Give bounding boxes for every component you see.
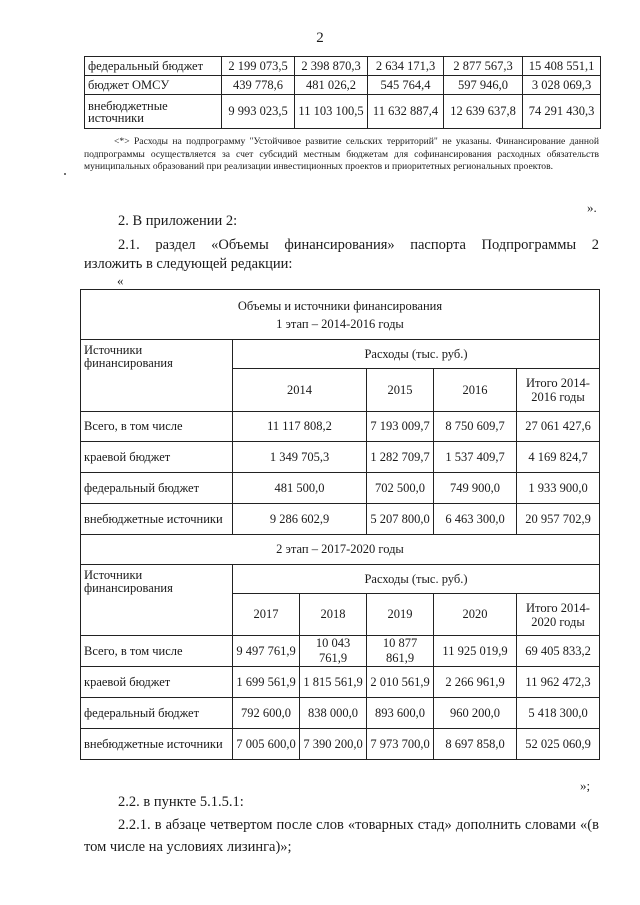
table-cell: 2 877 567,3	[444, 57, 523, 76]
table-title-line-2: 1 этап – 2014-2016 годы	[276, 316, 404, 331]
table-cell: 11 103 100,5	[295, 95, 368, 129]
table-cell: 9 993 023,5	[222, 95, 295, 129]
table-cell: 702 500,0	[367, 473, 434, 504]
row-label: Всего, в том числе	[81, 412, 233, 442]
year-header: 2016	[434, 369, 517, 412]
page-number: 2	[316, 30, 324, 46]
row-label: внебюджетные источники	[81, 504, 233, 535]
year-header: 2014	[233, 369, 367, 412]
table-cell: 15 408 551,1	[523, 57, 601, 76]
table-row	[81, 412, 600, 442]
table-cell: 7 390 200,0	[300, 729, 367, 760]
table-cell: 6 463 300,0	[434, 504, 517, 535]
table-cell: 838 000,0	[300, 698, 367, 729]
table-cell: 2 266 961,9	[434, 667, 517, 698]
row-label: федеральный бюджет	[81, 698, 233, 729]
table-cell: 2 010 561,9	[367, 667, 434, 698]
table-cell: 9 497 761,9	[233, 636, 300, 667]
row-label: внебюджетные источники	[81, 729, 233, 760]
row-label: федеральный бюджет	[81, 473, 233, 504]
table-cell: 5 207 800,0	[367, 504, 434, 535]
year-header: 2017	[233, 594, 300, 636]
table-cell: 7 973 700,0	[367, 729, 434, 760]
expenses-header: Расходы (тыс. руб.)	[233, 565, 600, 594]
sources-header: Источники финансирования	[81, 565, 233, 636]
row-label: внебюджетные источники	[85, 95, 222, 129]
row-label: Всего, в том числе	[81, 636, 233, 667]
table-header-row	[81, 340, 600, 369]
paragraph-2-2: 2.2. в пункте 5.1.5.1:	[118, 794, 244, 810]
table-row	[85, 76, 601, 95]
table-cell: 1 282 709,7	[367, 442, 434, 473]
table-row	[81, 667, 600, 698]
table-cell: 749 900,0	[434, 473, 517, 504]
table-row	[81, 473, 600, 504]
table-header-row	[81, 565, 600, 594]
table-cell: 20 957 702,9	[517, 504, 600, 535]
table-cell: 2 398 870,3	[295, 57, 368, 76]
table-cell: 69 405 833,2	[517, 636, 600, 667]
table-cell: 545 764,4	[368, 76, 444, 95]
year-header: 2018	[300, 594, 367, 636]
table-cell: 7 005 600,0	[233, 729, 300, 760]
table-cell: 3 028 069,3	[523, 76, 601, 95]
sources-header: Источники финансирования	[81, 340, 233, 412]
table-cell: 1 815 561,9	[300, 667, 367, 698]
table-row	[81, 504, 600, 535]
scan-speck	[64, 173, 66, 175]
table-cell: 12 639 637,8	[444, 95, 523, 129]
year-header: 2015	[367, 369, 434, 412]
stage-2-title: 2 этап – 2017-2020 годы	[81, 535, 600, 565]
table-row	[81, 698, 600, 729]
table-cell: 11 117 808,2	[233, 412, 367, 442]
table-cell: 1 349 705,3	[233, 442, 367, 473]
table-cell: 439 778,6	[222, 76, 295, 95]
table-cell: 7 193 009,7	[367, 412, 434, 442]
year-header: 2020	[434, 594, 517, 636]
table-cell: 1 699 561,9	[233, 667, 300, 698]
row-label: бюджет ОМСУ	[85, 76, 222, 95]
table-cell: 11 632 887,4	[368, 95, 444, 129]
row-label: краевой бюджет	[81, 442, 233, 473]
table-cell: 792 600,0	[233, 698, 300, 729]
row-label: федеральный бюджет	[85, 57, 222, 76]
table-cell: 74 291 430,3	[523, 95, 601, 129]
table-cell: 9 286 602,9	[233, 504, 367, 535]
closing-quote: »;	[580, 778, 591, 793]
expenses-header: Расходы (тыс. руб.)	[233, 340, 600, 369]
table-cell: 2 199 073,5	[222, 57, 295, 76]
paragraph-2-1: 2.1. раздел «Объемы финансирования» паспорта Подпрограммы 2	[118, 237, 599, 253]
paragraph-2-1-continued: изложить в следующей редакции:	[84, 256, 293, 272]
table-row	[81, 442, 600, 473]
table-title-line-1: Объемы и источники финансирования	[237, 298, 443, 313]
table-row	[81, 729, 600, 760]
table-title-row	[81, 290, 600, 340]
table-cell: 11 925 019,9	[434, 636, 517, 667]
table-cell: 10 043 761,9	[300, 636, 367, 667]
table-cell: 1 933 900,0	[517, 473, 600, 504]
table-cell: 8 697 858,0	[434, 729, 517, 760]
paragraph-appendix-2: 2. В приложении 2:	[118, 213, 238, 229]
footnote: <*> Расходы на подпрограмму "Устойчивое развитие сельских территорий" не указаны. Финансирование данной подпрограммы осуществляется за счет субсидий местным бюджетам для софинансирования расходных обязательств муниципальных образований при реализации инвестиционных проектов и приоритетных региональных проектов.	[84, 136, 599, 172]
table-cell: 597 946,0	[444, 76, 523, 95]
closing-quote: ».	[587, 200, 597, 215]
table-row	[81, 636, 600, 667]
financing-table	[80, 289, 600, 760]
table-cell: 2 634 171,3	[368, 57, 444, 76]
table-cell: 481 500,0	[233, 473, 367, 504]
table-cell: 5 418 300,0	[517, 698, 600, 729]
total-header: Итого 2014-2016 годы	[517, 369, 600, 412]
table-title	[81, 290, 600, 340]
table-cell: 27 061 427,6	[517, 412, 600, 442]
table-cell: 52 025 060,9	[517, 729, 600, 760]
stage-title-row	[81, 535, 600, 565]
row-label: краевой бюджет	[81, 667, 233, 698]
table-cell: 10 877 861,9	[367, 636, 434, 667]
table-cell: 893 600,0	[367, 698, 434, 729]
table-cell: 8 750 609,7	[434, 412, 517, 442]
table-cell: 481 026,2	[295, 76, 368, 95]
table-cell: 1 537 409,7	[434, 442, 517, 473]
table-row	[85, 57, 601, 76]
total-header: Итого 2014-2020 годы	[517, 594, 600, 636]
paragraph-2-2-1: 2.2.1. в абзаце четвертом после слов «товарных стад» дополнить словами «(в том числе на условиях лизинга)»;	[84, 817, 599, 855]
opening-quote: «	[117, 273, 124, 288]
table-cell: 11 962 472,3	[517, 667, 600, 698]
table-cell: 4 169 824,7	[517, 442, 600, 473]
year-header: 2019	[367, 594, 434, 636]
table-cell: 960 200,0	[434, 698, 517, 729]
top-funding-table	[84, 56, 601, 129]
table-row	[85, 95, 601, 129]
